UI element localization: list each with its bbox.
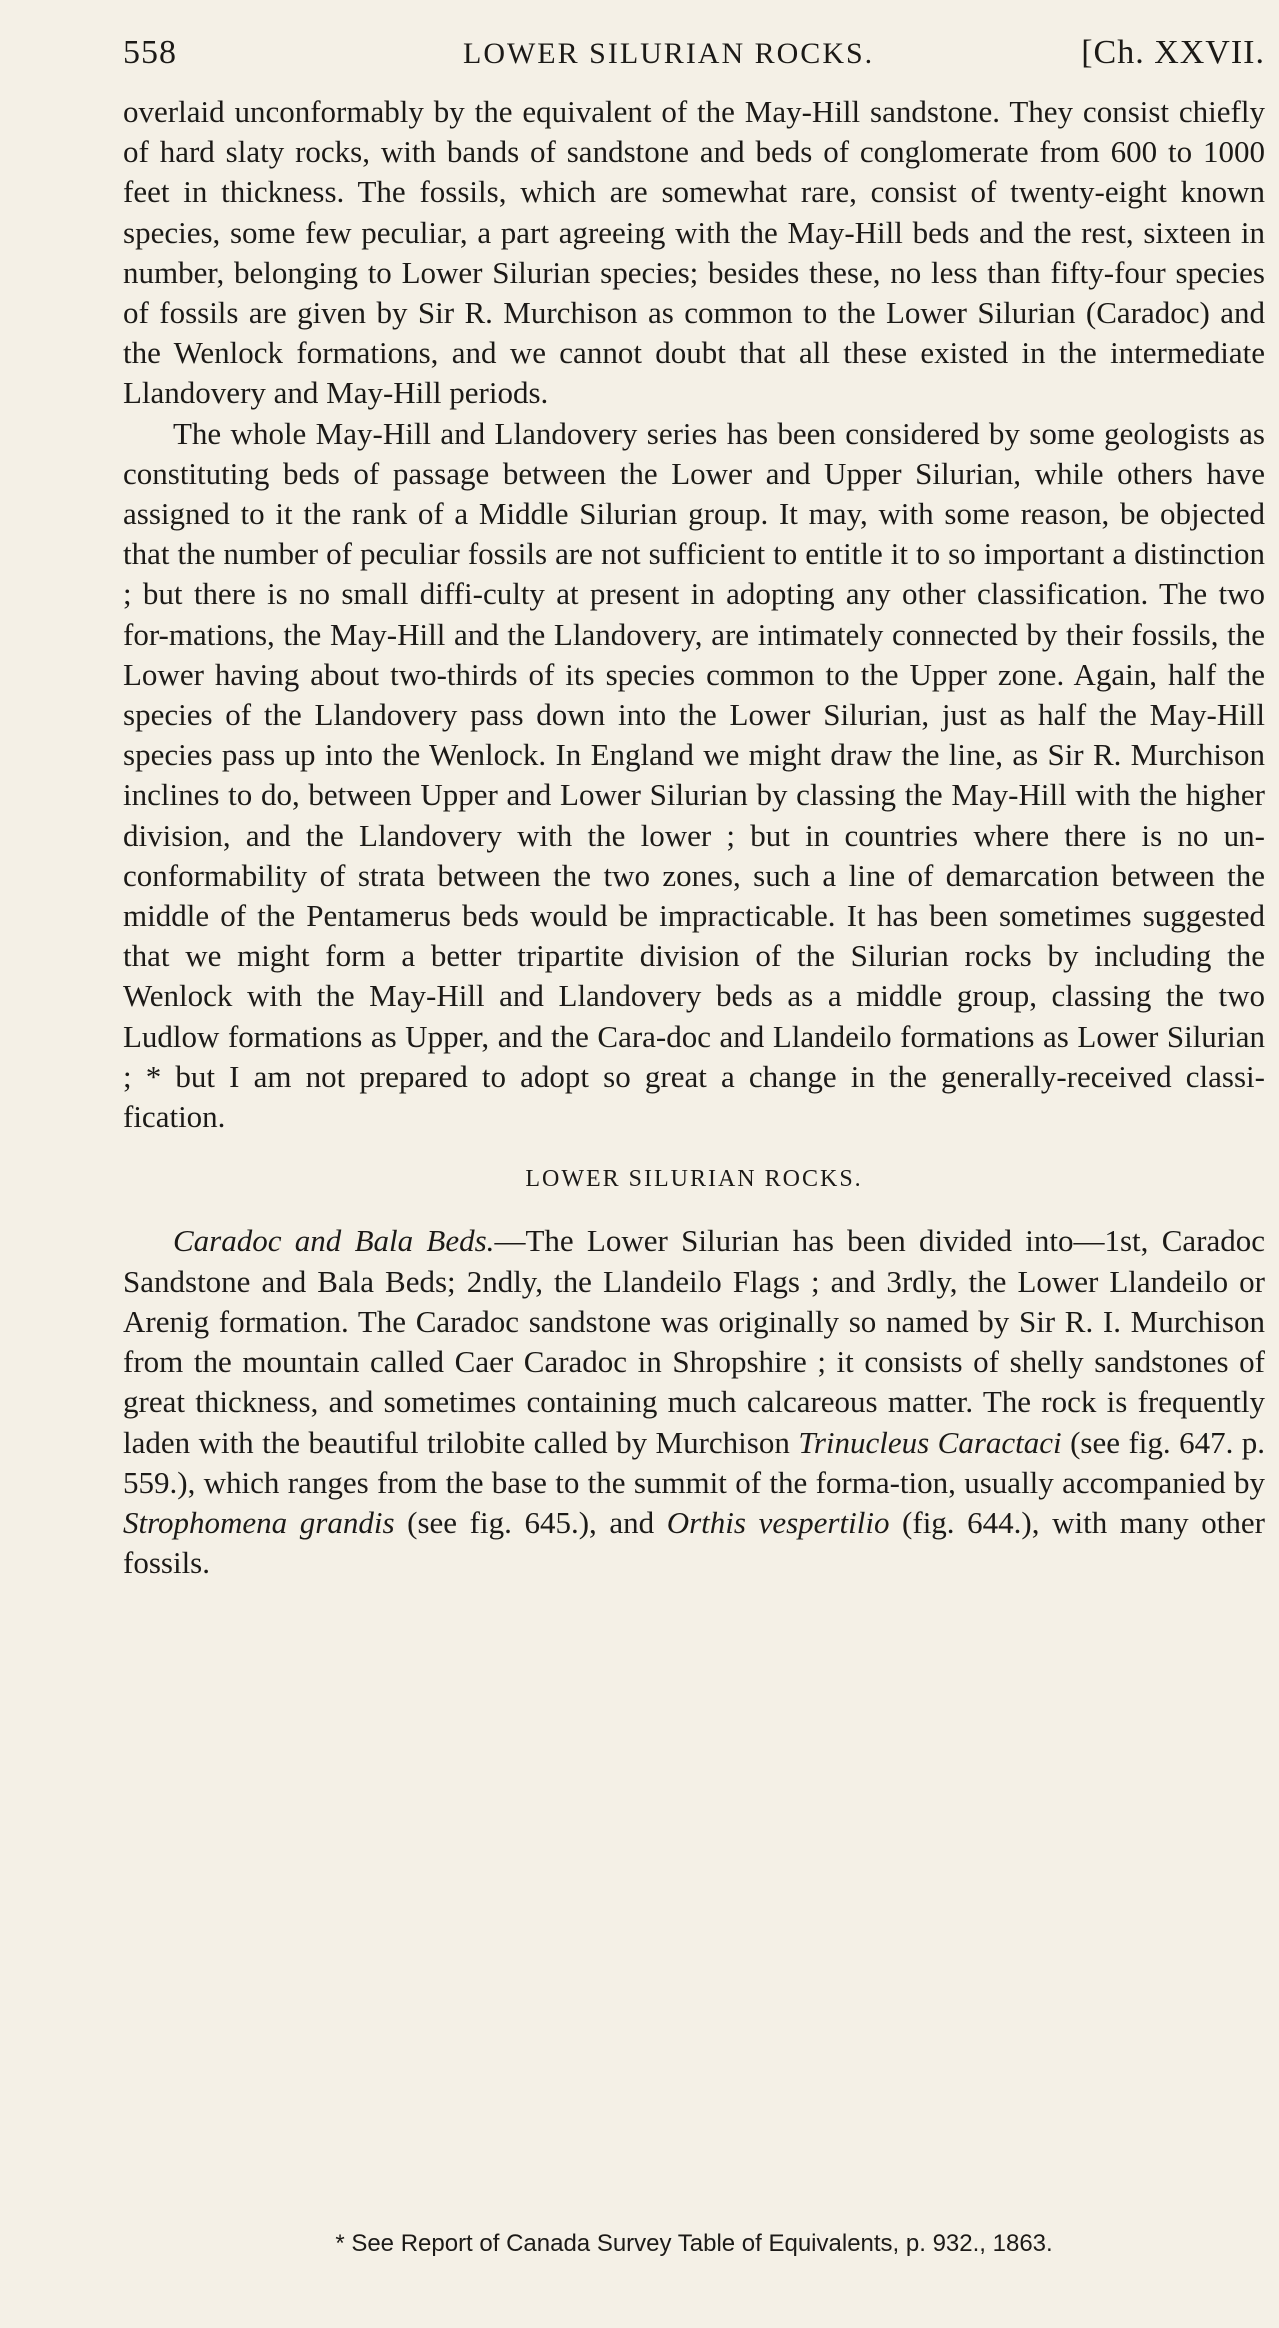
paragraph-continued: overlaid unconformably by the equivalent of the May-Hill sandstone. They consist chiefly of hard slaty rocks, with bands of sandstone and beds of conglomerate from 600 to 1000 feet in thickness. The fossils, which are somewhat rare, consist of twenty-eight known species, some few peculiar, a part agreeing with the May-Hill beds and the rest, sixteen in number, belonging to Lower Silurian species; besides these, no less than fifty-four species of fossils are given by Sir R. Murchison as common to the Lower Silurian (Caradoc) and the Wenlock formations, and we cannot doubt that all these existed in the intermediate Llandovery and May-Hill periods. — [123, 94, 1265, 411]
paragraph-text: (see fig. 645.), and — [394, 1504, 667, 1540]
paragraph-classification: The whole May-Hill and Llandovery series has been considered by some geologists as constituting beds of passage between the Lower and Upper Silurian, while others have assigned to it the rank of a Middle Silurian group. It may, with some reason, be objected that the number of peculiar fossils are not sufficient to entitle it to so important a distinction ; but there is no small diffi-culty at present in adopting any other classification. The two for-mations, the May-Hill and the Llandovery, are intimately connected by their fossils, the Lower having about two-thirds of its species common to the Upper zone. Again, half the species of the Llandovery pass down into the Lower Silurian, just as half the May-Hill species pass up into the Wenlock. In England we might draw the line, as Sir R. Murchison inclines to do, between Upper and Lower Silurian by classing the May-Hill with the higher division, and the Llandovery with the lower ; but in countries where there is no un-conformability of strata between the two zones, such a line of demarcation between the middle of the Pentamerus beds would be impracticable. It has been sometimes suggested that we might form a better tripartite division of the Silurian rocks by including the Wenlock with the May-Hill and Llandovery beds as a middle group, classing the two Ludlow formations as Upper, and the Cara-doc and Llandeilo formations as Lower Silurian ; * but I am not prepared to adopt so great a change in the generally-received classi-fication. — [123, 415, 1265, 1135]
species-name: Trinucleus Caractaci — [798, 1424, 1062, 1460]
paragraph-text: —The Lower Silurian has been divided into—1st, Caradoc Sandstone and Bala Beds; 2ndly, the Llandeilo Flags ; and 3rdly, the Lower Llandeilo or Arenig formation. The Caradoc sandstone was originally so named by Sir R. I. Murchison from the mountain called Caer Caradoc in Shropshire ; it consists of shelly sandstones of great thickness, and sometimes containing much calcareous matter. The rock is frequently laden with the beautiful trilobite called by Murchison — [123, 1223, 1265, 1460]
body-text — [123, 92, 1265, 1583]
paragraph-text: (fig. 644.), with many other fossils. — [123, 1504, 1265, 1581]
species-name: Strophomena grandis — [123, 1504, 395, 1540]
section-heading: LOWER SILURIAN ROCKS. — [525, 1166, 863, 1193]
page-header — [123, 34, 1265, 84]
footnote: * See Report of Canada Survey Table of Equivalents, p. 932., 1863. — [335, 2230, 1053, 2257]
paragraph-caradoc-bala — [123, 1221, 1265, 1583]
chapter-label: [Ch. XXVII. — [1081, 34, 1265, 71]
paragraph-text: (see fig. 647. p. 559.), which ranges from the base to the summit of the forma-tion, usually accompanied by — [123, 1424, 1266, 1500]
runin-heading: Caradoc and Bala Beds. — [173, 1223, 495, 1259]
running-title: LOWER SILURIAN ROCKS. — [463, 37, 875, 70]
page-number: 558 — [123, 34, 177, 71]
species-name: Orthis vespertilio — [666, 1504, 890, 1540]
